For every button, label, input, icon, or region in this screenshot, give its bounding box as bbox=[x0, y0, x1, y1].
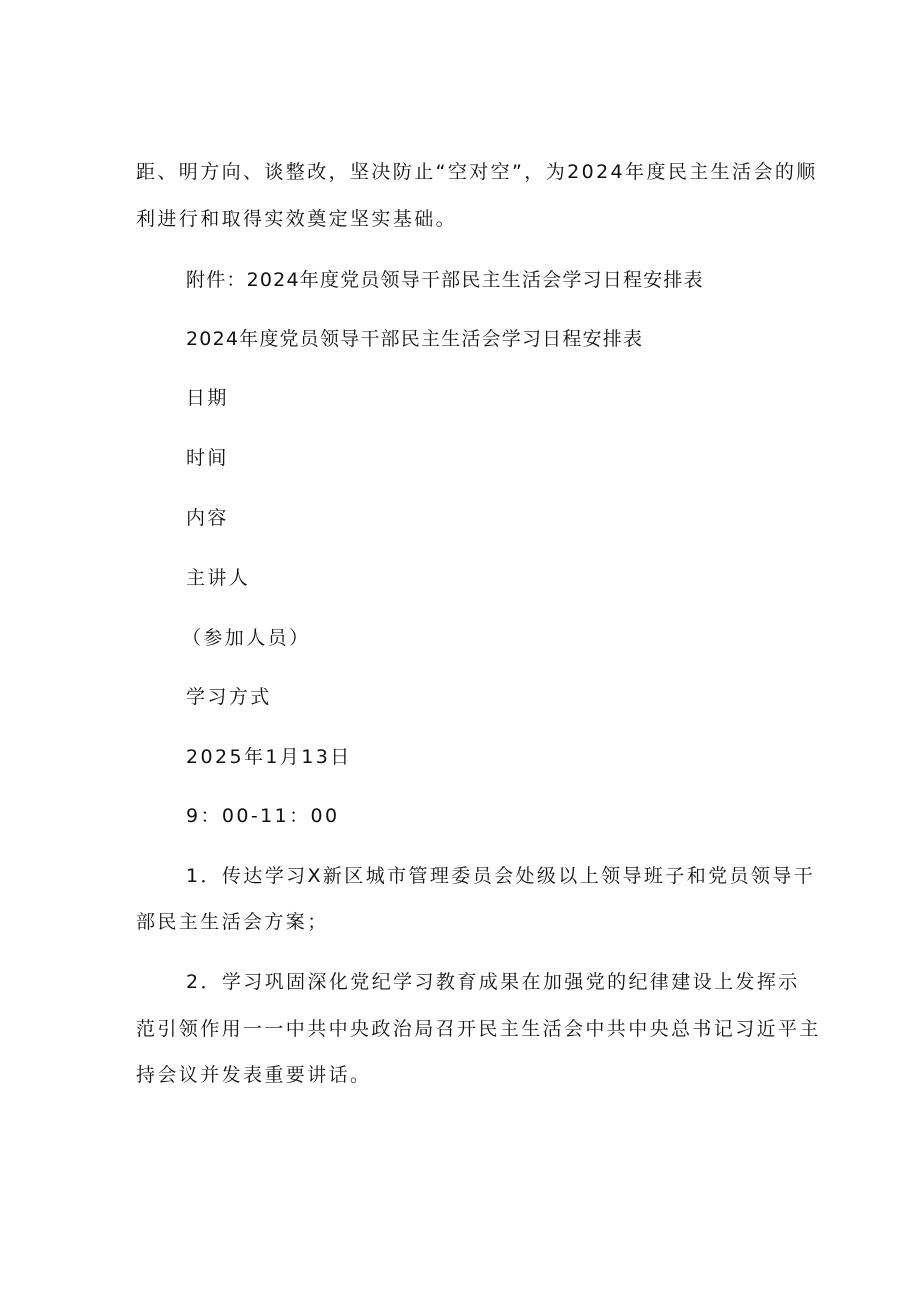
header-speaker: 主讲人 bbox=[186, 567, 251, 589]
content-item-1-line-1: 1．传达学习X新区城市管理委员会处级以上领导班子和党员领导干 bbox=[186, 865, 816, 887]
intro-paragraph-line-2: 利进行和取得实效奠定坚实基础。 bbox=[136, 208, 458, 230]
content-item-2-line-1: 2．学习巩固深化党纪学习教育成果在加强党的纪律建设上发挥示 bbox=[186, 971, 800, 993]
content-item-1-line-2: 部民主生活会方案； bbox=[136, 911, 329, 933]
row-date: 2025年1月13日 bbox=[186, 746, 352, 768]
header-time: 时间 bbox=[186, 447, 229, 469]
table-title: 2024年度党员领导干部民主生活会学习日程安排表 bbox=[186, 328, 644, 350]
content-item-2-line-2: 范引领作用一一中共中央政治局召开民主生活会中共中央总书记习近平主 bbox=[136, 1018, 821, 1040]
content-item-2-line-3: 持会议并发表重要讲话。 bbox=[136, 1064, 372, 1086]
header-date: 日期 bbox=[186, 387, 229, 409]
intro-paragraph-line-1: 距、明方向、谈整改，坚决防止“空对空”，为2024年度民主生活会的顺 bbox=[136, 161, 818, 183]
row-time: 9：00-11：00 bbox=[186, 805, 340, 827]
header-participants: （参加人员） bbox=[182, 627, 311, 649]
header-content: 内容 bbox=[186, 507, 229, 529]
header-method: 学习方式 bbox=[186, 686, 272, 708]
attachment-note: 附件：2024年度党员领导干部民主生活会学习日程安排表 bbox=[186, 269, 704, 291]
